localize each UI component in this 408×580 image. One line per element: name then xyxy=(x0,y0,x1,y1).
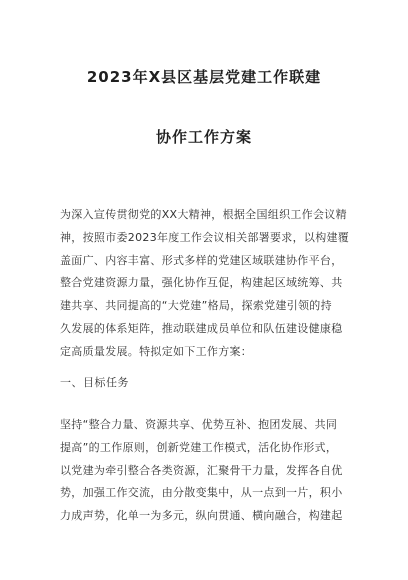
intro-line: 神，按照市委2023年度工作会议相关部署要求，以构建覆 xyxy=(60,230,350,244)
goals-line: 坚持“整合力量、资源共享、优势互补、抱团发展、共同 xyxy=(60,418,338,431)
goals-line: 力成声势，化单一为多元，纵向贯通、横向融合，构建起 xyxy=(60,509,343,523)
intro-line: 定高质量发展。特拟定如下工作方案： xyxy=(60,344,253,358)
intro-line: 整合党建资源力量，强化协作互促，构建起区域统筹、共 xyxy=(60,276,343,290)
intro-paragraph xyxy=(60,204,350,364)
goals-line: 以党建为牵引整合各类资源，汇聚骨干力量，发挥各自优 xyxy=(60,463,343,477)
goals-line: 势，加强工作交流，由分散变集中，从一点到一片，积小 xyxy=(60,486,343,500)
intro-line: 久发展的体系矩阵，推动联建成员单位和队伍建设健康稳 xyxy=(60,321,343,335)
document-title-line-1: 2023年X县区基层党建工作联建 xyxy=(86,68,322,86)
document-title-line-2: 协作工作方案 xyxy=(155,128,252,146)
section-heading-goals: 一、目标任务 xyxy=(60,376,129,389)
intro-line: 为深入宣传贯彻党的XX大精神，根据全国组织工作会议精 xyxy=(60,208,347,221)
intro-line: 盖面广、内容丰富、形式多样的党建区域联建协作平台， xyxy=(60,253,343,267)
goals-line: 提高”的工作原则，创新党建工作模式，活化协作形式， xyxy=(60,440,338,454)
intro-line: 建共享、共同提高的“大党建”格局，探索党建引领的持 xyxy=(60,299,332,313)
goals-paragraph xyxy=(60,414,350,528)
